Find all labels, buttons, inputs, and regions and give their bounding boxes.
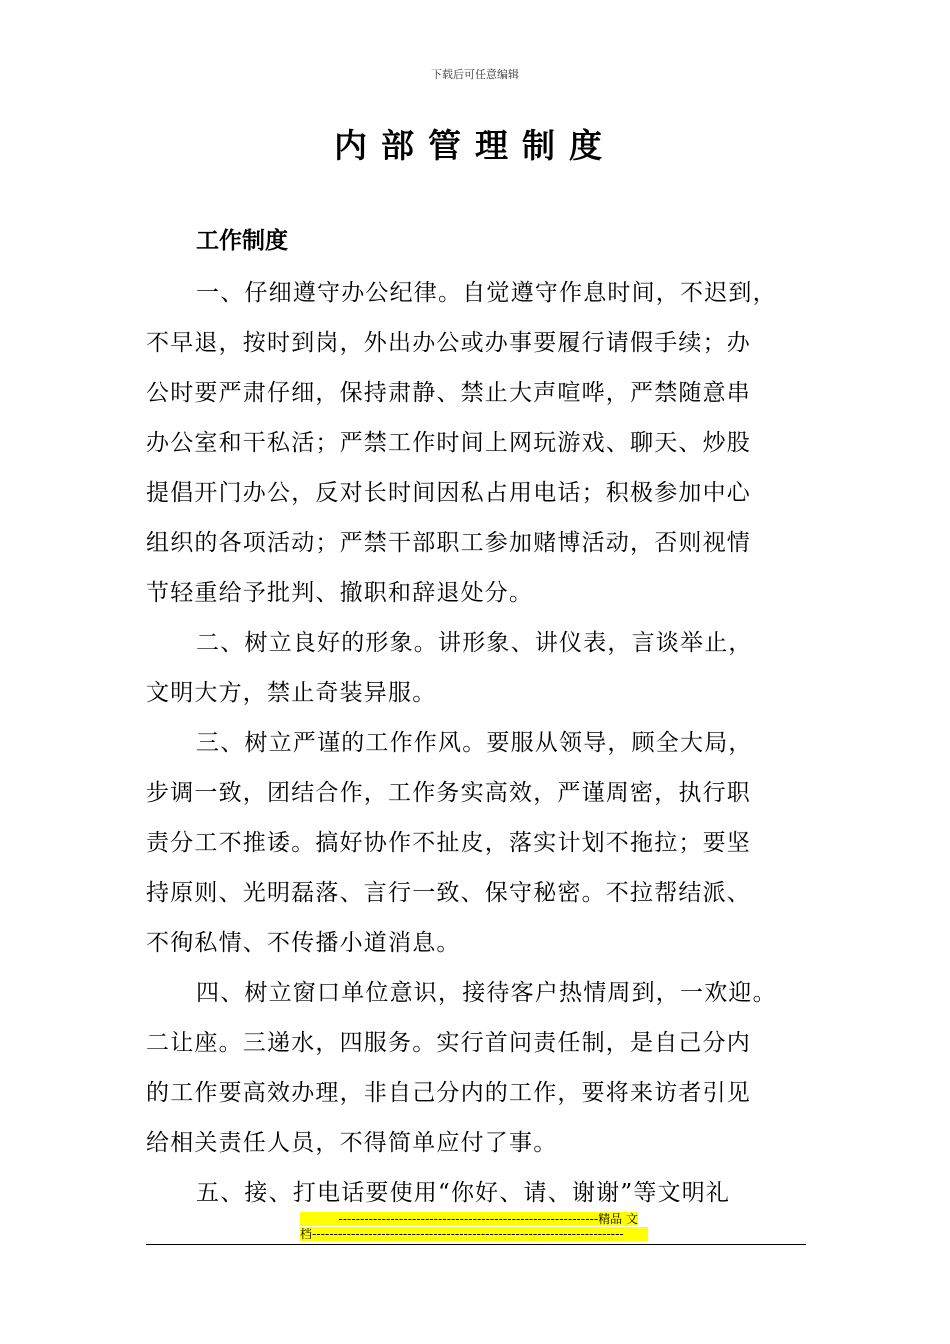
paragraph-line: 步调一致，团结合作，工作务实高效，严谨周密，执行职 xyxy=(146,780,751,806)
footer-divider xyxy=(146,1244,806,1245)
paragraph-line: 一、仔细遵守办公纪律。自觉遵守作息时间，不迟到， xyxy=(196,280,777,306)
section-heading: 工作制度 xyxy=(196,228,288,254)
paragraph-line: 责分工不推诿。搞好协作不扯皮，落实计划不拖拉；要坚 xyxy=(146,830,751,856)
paragraph-line: 文明大方，禁止奇装异服。 xyxy=(146,680,437,706)
paragraph-line: 组织的各项活动；严禁干部职工参加赌博活动，否则视情 xyxy=(146,530,751,556)
footer-watermark-line-2: 档------------------------------------------------------------------------ xyxy=(300,1227,648,1241)
paragraph-line: 三、树立严谨的工作作风。要服从领导，顾全大局， xyxy=(196,730,753,756)
paragraph-line: 的工作要高效办理，非自己分内的工作，要将来访者引见 xyxy=(146,1080,751,1106)
paragraph-line: 不早退，按时到岗，外出办公或办事要履行请假手续；办 xyxy=(146,330,751,356)
document-body xyxy=(146,268,828,1218)
paragraph-line: 二让座。三递水，四服务。实行首问责任制，是自己分内 xyxy=(146,1030,751,1056)
paragraph-line: 节轻重给予批判、撤职和辞退处分。 xyxy=(146,580,534,606)
paragraph-line: 公时要严肃仔细，保持肃静、禁止大声喧哗，严禁随意串 xyxy=(146,380,751,406)
footer-watermark-line-1: ------------------------------------------------------------精品 文 xyxy=(300,1212,638,1226)
page-title: 内部管理制度 xyxy=(334,126,616,165)
header-note: 下载后可任意编辑 xyxy=(431,68,519,81)
paragraph-line: 五、接、打电话要使用“你好、请、谢谢”等文明礼 xyxy=(196,1180,731,1206)
paragraph-line: 二、树立良好的形象。讲形象、讲仪表，言谈举止， xyxy=(196,630,753,656)
paragraph-line: 提倡开门办公，反对长时间因私占用电话；积极参加中心 xyxy=(146,480,751,506)
paragraph-line: 办公室和干私活；严禁工作时间上网玩游戏、聊天、炒股 xyxy=(146,430,751,456)
paragraph-line: 四、树立窗口单位意识，接待客户热情周到，一欢迎。 xyxy=(196,980,777,1006)
paragraph-line: 不徇私情、不传播小道消息。 xyxy=(146,930,461,956)
paragraph-line: 给相关责任人员，不得简单应付了事。 xyxy=(146,1130,558,1156)
paragraph-line: 持原则、光明磊落、言行一致、保守秘密。不拉帮结派、 xyxy=(146,880,751,906)
